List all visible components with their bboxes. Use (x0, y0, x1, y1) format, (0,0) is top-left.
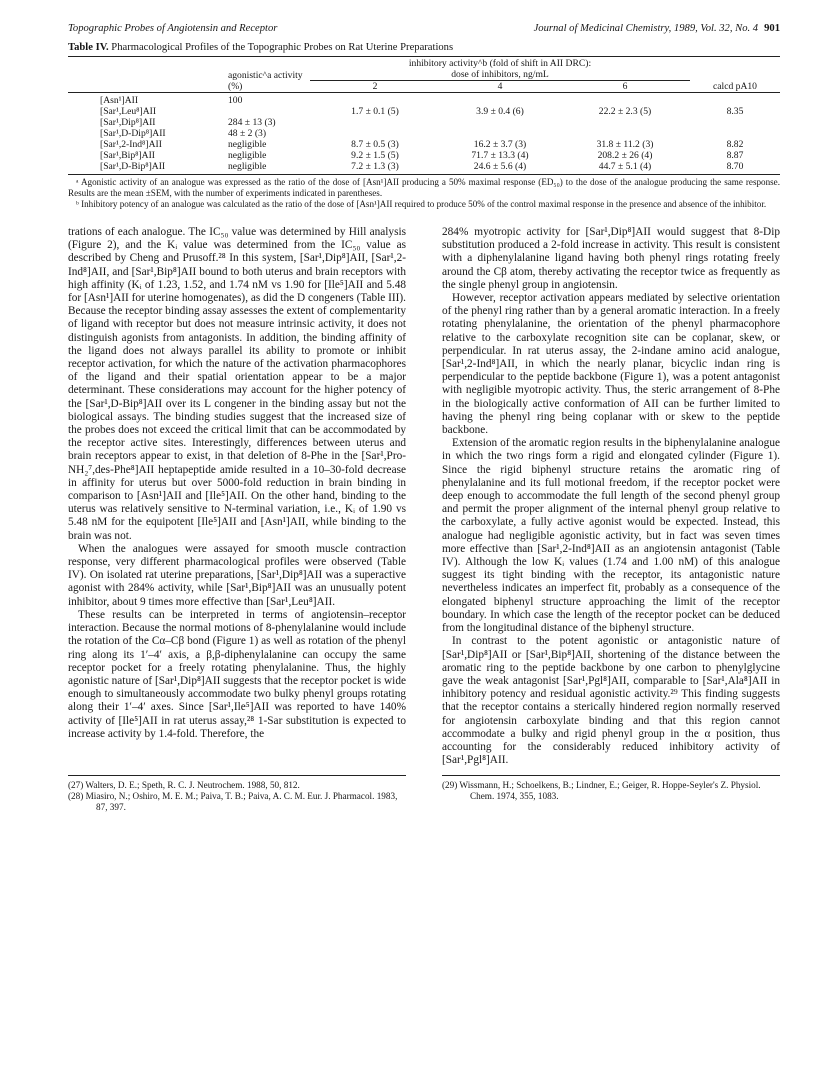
pa10-value: 8.70 (690, 161, 780, 175)
dose-4-value (440, 128, 560, 139)
paragraph: These results can be interpreted in terms of angiotensin–receptor interaction. Because the normal motions of 8-phenylalanine would include the rotation of the Cα–Cβ bond (Figure 1) as well as rotation of the phenyl ring along its 1′–4′ axis, a β,β-diphenylalanine can occupy the same receptor pocket for a freely rotating phenylalanine. Thus, the highly agonistic nature of [Sar¹,Dip⁸]AII suggests that the receptor pocket is wide enough to simultaneously accommodate two bulky phenyl groups rotating along their 1′–4′ axes. Since [Sar¹,Ile⁵]AII was reported to have 140% activity of [Ile⁵]AII in rat uterus assay,²⁸ 1-Sar substitution is expected to increase activity by 1.4-fold. Therefore, the (68, 608, 406, 740)
agonistic-value: 284 ± 13 (3) (228, 117, 276, 128)
dose-2-value: 1.7 ± 0.1 (5) (351, 106, 399, 117)
dose-6-value: 22.2 ± 2.3 (5) (598, 106, 652, 117)
table-title: Pharmacological Profiles of the Topographic Probes on Rat Uterine Preparations (111, 42, 454, 53)
dose-2-value (310, 93, 440, 107)
table-row (68, 93, 780, 107)
analogue-name: [Sar¹,D-Bip⁸]AII (68, 161, 218, 175)
dose-6-value: 31.8 ± 11.2 (3) (596, 139, 654, 150)
table-row (68, 139, 780, 150)
paragraph: In contrast to the potent agonistic or antagonistic nature of [Sar¹,Dip⁸]AII or [Sar¹,Bip⁸]AII, shortening of the distance between the aromatic ring to the peptide backbone by one carbon to phenylglycine gave the weak antagonist [Sar¹,Pgl⁸]AII, comparable to [Sar¹,Ala⁸]AII in inhibitory potency and residual agonistic activity.²⁹ This finding suggests that the receptor contains a sterically hindered region normally reserved for angiotensin carboxylate binding and that this region cannot accommodate a bulky and rigid phenyl group in the α position, thus accounting for the considerably reduced inhibitory activity of [Sar¹,Pgl⁸]AII. (442, 635, 780, 767)
agonistic-value: negligible (228, 139, 267, 150)
body-text (68, 226, 780, 767)
agonistic-value: negligible (218, 161, 310, 175)
dose-6-value: 208.2 ± 26 (4) (597, 150, 653, 161)
dose-6-value (560, 93, 690, 107)
pharmacology-table (68, 57, 780, 175)
header-dose-4: 4 (440, 81, 560, 93)
page-number: 901 (764, 22, 780, 34)
agonistic-value: 100 (228, 95, 243, 106)
table-row (68, 117, 780, 128)
reference: (29) Wissmann, H.; Schoelkens, B.; Lindner, E.; Geiger, R. Hoppe-Seyler's Z. Physiol. Chem. 1974, 355, 1083. (442, 780, 761, 802)
reference: (27) Walters, D. E.; Speth, R. C. J. Neutrochem. 1988, 50, 812. (68, 780, 300, 791)
references-left (68, 775, 406, 813)
right-column (442, 226, 780, 767)
paragraph: 284% myotropic activity for [Sar¹,Dip⁸]AII would suggest that 8-Dip substitution produced a 2-fold increase in activity. This result is consistent with a diphenylalanine ligand having both phenyl rings rotating freely around the Cβ atom, thereby activating the receptor twice as frequently as the single phenyl group in angiotensin. (442, 226, 780, 291)
table-footnotes (68, 177, 780, 210)
pa10-value (690, 128, 780, 139)
dose-6-value (560, 128, 690, 139)
dose-4-value: 71.7 ± 13.3 (4) (471, 150, 529, 161)
left-column (68, 226, 406, 767)
analogue-name: [Sar¹,Leu⁸]AII (100, 106, 157, 117)
pa10-value (690, 93, 780, 107)
header-inhibitory: inhibitory activity^b (fold of shift in AII DRC): (408, 58, 592, 69)
pa10-value: 8.35 (726, 106, 744, 117)
header-agonistic: agonistic^a activity (%) (228, 70, 303, 92)
analogue-name: [Sar¹,Dip⁸]AII (100, 117, 156, 128)
pa10-value: 8.87 (726, 150, 744, 161)
reference: (28) Miasiro, N.; Oshiro, M. E. M.; Paiva, T. B.; Paiva, A. C. M. Eur. J. Pharmacol. 1983, 87, 397. (68, 791, 398, 813)
running-head (68, 20, 780, 36)
paragraph: trations of each analogue. The IC₅₀ value was determined by Hill analysis (Figure 2), and the Kᵢ value was determined from the IC₅₀ value as described by Cheng and Prusoff.²⁸ In this system, [Sar¹,Dip⁸]AII, [Sar¹,2-Ind⁸]AII, and [Sar¹,Bip⁸]AII bound to both uterus and brain receptors with high affinity (Kᵢ of 1.23, 1.52, and 1.74 nM vs 1.90 for [Ile⁵]AII and 5.48 for [Asn¹]AII for uterine homogenates), as did the D congeners (Table III). Because the receptor binding assay assesses the extent of complementarity of ligand with receptor but does not measure intrinsic activity, it does not distinguish agonists from antagonists. In addition, the binding affinity of the ligand does not always parallel its ability to promote or inhibit receptor activation, for which the nature of the activation pharmacophores of the ligand and their spatial orientation appear to be a major determinant. These considerations may account for the higher potency of the [Sar¹,D-Bip⁸]AII over its L congener in the binding assay but not the biological assays. The binding studies suggest that the increased size of the probes does not exceed the critical limit that can be accommodated by the receptor active sites. Interestingly, differences between uterus and brain receptors appear to exist, in that deletion of 8-Phe in the [Sar¹,Pro-NH₂⁷,des-Phe⁸]AII heptapeptide amide resulted in a 10–30-fold decrease in affinity for uterus but over 5000-fold reduction in brain binding in comparison to [Asn¹]AII and [Ile⁵]AII. On the other hand, binding to the uterus was relatively sensitive to N-terminal variation, i.e., Kᵢ of 1.90 vs 5.48 nM for the equipotent [Ile⁵]AII and [Asn¹]AII, while binding to the brain was not. (68, 226, 406, 542)
dose-4-value: 16.2 ± 3.7 (3) (473, 139, 527, 150)
table-label: Table IV. (68, 42, 109, 53)
references-right (442, 775, 780, 813)
journal-page (68, 20, 780, 813)
dose-4-value (440, 93, 560, 107)
header-dose: dose of inhibitors, ng/mL (310, 69, 690, 81)
analogue-name: [Sar¹,D-Dip⁸]AII (100, 128, 166, 139)
agonistic-value (218, 106, 310, 117)
dose-2-value: 7.2 ± 1.3 (3) (310, 161, 440, 175)
dose-4-value (440, 117, 560, 128)
dose-4-value: 3.9 ± 0.4 (6) (476, 106, 524, 117)
paragraph: When the analogues were assayed for smooth muscle contraction response, very different pharmacological profiles were observed (Table IV). On isolated rat uterine preparations, [Sar¹,Dip⁸]AII was a superactive agonist with 284% activity, while [Sar¹,Bip⁸]AII was an unusually potent inhibitor, about 9 times more effective than [Sar¹,Leu⁸]AII. (68, 542, 406, 608)
footnote-a: ᵃ Agonistic activity of an analogue was expressed as the ratio of the dose of [Asn¹]AII producing a 50% maximal response (ED₅₀) to the dose of the analogue producing the same response. Results are the mean ±SEM, with the number of experiments indicated in parentheses. (68, 177, 780, 198)
running-head-journal: Journal of Medicinal Chemistry, 1989, Vol. 32, No. 4 901 (533, 22, 780, 34)
paragraph: Extension of the aromatic region results in the biphenylalanine analogue in which the two rings form a rigid and elongated cylinder (Figure 1). Since the rigid biphenyl structure retains the aromatic ring of phenylalanine and its full motional freedom, if the receptor pocket were deep enough to accommodate the full length of the second phenyl group and permit the proper alignment of the internal phenyl group relative to the carboxylate, a fully active agonist would be expected. Instead, this analogue had negligible agonistic activity, but in fact was seven times more effective than [Sar¹,2-Ind⁸]AII as an angiotensin antagonist (Table IV). Although the low Kᵢ values (1.74 and 1.00 nM) of this analogue suggest its tight binding with the receptor, its antagonistic nature nevertheless indicates an imperfect fit, probably as a consequence of the elongated biphenyl structure approaching the limit of the receptor boundary. In which case the length of the receptor pocket can be deduced from the longitudinal distance of the biphenyl structure. (442, 437, 780, 635)
references (68, 775, 780, 813)
table-row (68, 161, 780, 175)
table-row (68, 150, 780, 161)
table-row (68, 128, 780, 139)
table-caption (68, 42, 780, 57)
header-dose-6: 6 (560, 81, 690, 93)
dose-2-value (310, 117, 440, 128)
paragraph: However, receptor activation appears mediated by selective orientation of the phenyl ring rather than by a general aromatic interaction. In a freely rotating phenylalanine, the orientation of the phenyl pharmacophore relative to the carboxylate recognition site can be coplanar, skew, or perpendicular. In rat uterus assay, the 2-indane amino acid analogue, [Sar¹,2-Ind⁸]AII, in which the nearly planar, bicyclic indan ring is perpendicular to the peptide backbone (Figure 1), was a potent antagonist with negligible myotropic activity. Thus, the steric arrangement of 8-Phe in the biologically active conformation of AII can be further limited to having the phenyl ring being coplanar with or skew to the peptide backbone. (442, 292, 780, 437)
dose-6-value (560, 117, 690, 128)
footnote-b: ᵇ Inhibitory potency of an analogue was calculated as the ratio of the dose of [Asn¹]AII required to produce 50% of the control maximal response in the presence and absence of the inhibitor. (76, 199, 767, 209)
analogue-name: [Sar¹,Bip⁸]AII (100, 150, 155, 161)
header-pa10: calcd pA10 (690, 81, 780, 93)
agonistic-value: negligible (228, 150, 267, 161)
dose-2-value: 8.7 ± 0.5 (3) (351, 139, 399, 150)
agonistic-value: 48 ± 2 (3) (228, 128, 267, 139)
dose-2-value: 9.2 ± 1.5 (5) (351, 150, 399, 161)
pa10-value (690, 117, 780, 128)
running-head-title: Topographic Probes of Angiotensin and Receptor (68, 22, 278, 34)
table-row (68, 106, 780, 117)
analogue-name: [Asn¹]AII (100, 95, 139, 106)
pa10-value: 8.82 (726, 139, 744, 150)
dose-6-value: 44.7 ± 5.1 (4) (560, 161, 690, 175)
dose-4-value: 24.6 ± 5.6 (4) (440, 161, 560, 175)
analogue-name: [Sar¹,2-Ind⁸]AII (100, 139, 162, 150)
dose-2-value (310, 128, 440, 139)
header-dose-2: 2 (310, 81, 440, 93)
